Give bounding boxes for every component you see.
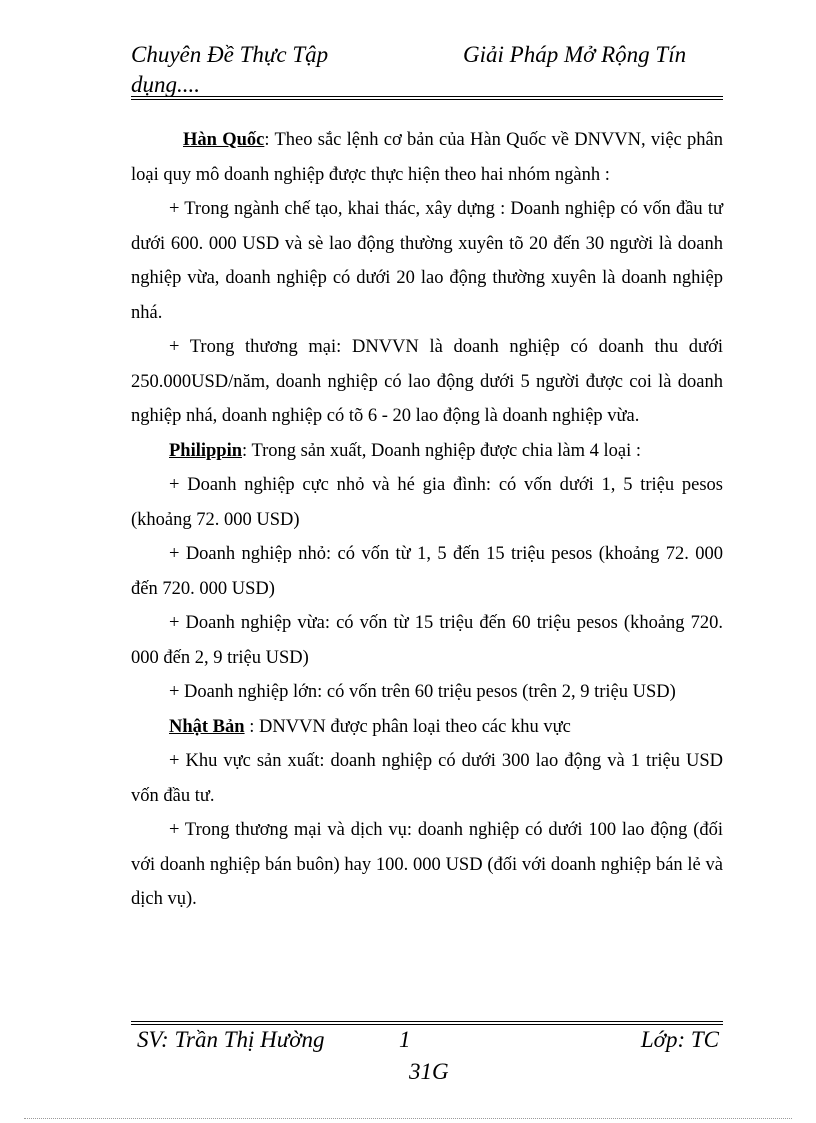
paragraph bbox=[131, 744, 723, 813]
paragraph bbox=[131, 813, 723, 917]
footer-class-label-continued: 31G bbox=[409, 1059, 449, 1084]
paragraph-text: + Doanh nghiệp cực nhỏ và hé gia đình: có vốn dưới 1, 5 triệu pesos (khoảng 72. 000 USD) bbox=[131, 475, 723, 530]
footer-page-number: 1 bbox=[399, 1027, 411, 1052]
header-document-title: Giải Pháp Mở Rộng Tín bbox=[463, 42, 687, 67]
footer-student-name: SV: Trần Thị Hường bbox=[137, 1027, 325, 1052]
document-body bbox=[131, 123, 723, 917]
paragraph-lead-heading: Hàn Quốc bbox=[183, 130, 265, 150]
page-bottom-dotted-line bbox=[24, 1118, 792, 1119]
header-document-title-continued: dụng.... bbox=[131, 72, 200, 97]
paragraph bbox=[131, 675, 723, 710]
paragraph bbox=[131, 537, 723, 606]
paragraph bbox=[131, 192, 723, 330]
paragraph-korea bbox=[131, 123, 723, 192]
footer-class-label: Lớp: TC bbox=[640, 1027, 719, 1052]
paragraph-text: + Doanh nghiệp nhỏ: có vốn từ 1, 5 đến 15 triệu pesos (khoảng 72. 000 đến 720. 000 USD) bbox=[131, 544, 723, 599]
paragraph-text: + Doanh nghiệp vừa: có vốn từ 15 triệu đến 60 triệu pesos (khoảng 720. 000 đến 2, 9 triệu USD) bbox=[131, 613, 723, 668]
paragraph bbox=[131, 330, 723, 434]
paragraph-text: + Doanh nghiệp lớn: có vốn trên 60 triệu pesos (trên 2, 9 triệu USD) bbox=[169, 682, 676, 702]
paragraph-text: + Trong thương mại: DNVVN là doanh nghiệp có doanh thu dưới 250.000USD/năm, doanh nghiệp có lao động dưới 5 người được coi là doanh nghiệp nhá, doanh nghiệp có tõ 6 - 20 lao động là doanh nghiệp vừa. bbox=[131, 337, 723, 426]
paragraph-philippines bbox=[131, 434, 723, 469]
header-document-type: Chuyên Đề Thực Tập bbox=[131, 42, 329, 67]
header-divider bbox=[131, 96, 723, 100]
paragraph-text: : Theo sắc lệnh cơ bản của Hàn Quốc về DNVVN, việc phân loại quy mô doanh nghiệp được thực hiện theo hai nhóm ngành : bbox=[131, 130, 723, 185]
paragraph-text: : Trong sản xuất, Doanh nghiệp được chia làm 4 loại : bbox=[242, 440, 642, 461]
paragraph-japan bbox=[131, 710, 723, 745]
paragraph-text: + Trong thương mại và dịch vụ: doanh nghiệp có dưới 100 lao động (đối với doanh nghiệp bán buôn) hay 100. 000 USD (đối với doanh nghiệp bán lẻ và dịch vụ). bbox=[131, 820, 723, 909]
paragraph bbox=[131, 606, 723, 675]
paragraph-lead-heading: Philippin bbox=[169, 440, 243, 461]
paragraph-lead-heading: Nhật Bản bbox=[169, 716, 245, 737]
paragraph-text: : DNVVN được phân loại theo các khu vực bbox=[244, 716, 571, 737]
paragraph bbox=[131, 468, 723, 537]
paragraph-text: + Khu vực sản xuất: doanh nghiệp có dưới 300 lao động và 1 triệu USD vốn đầu tư. bbox=[131, 751, 723, 806]
paragraph-text: + Trong ngành chế tạo, khai thác, xây dựng : Doanh nghiệp có vốn đầu tư dưới 600. 000 USD và sè lao động thường xuyên tõ 20 đến 30 người là doanh nghiệp vừa, doanh nghiệp có dưới 20 lao động thường xuyên là doanh nghiệp nhá. bbox=[131, 199, 723, 323]
